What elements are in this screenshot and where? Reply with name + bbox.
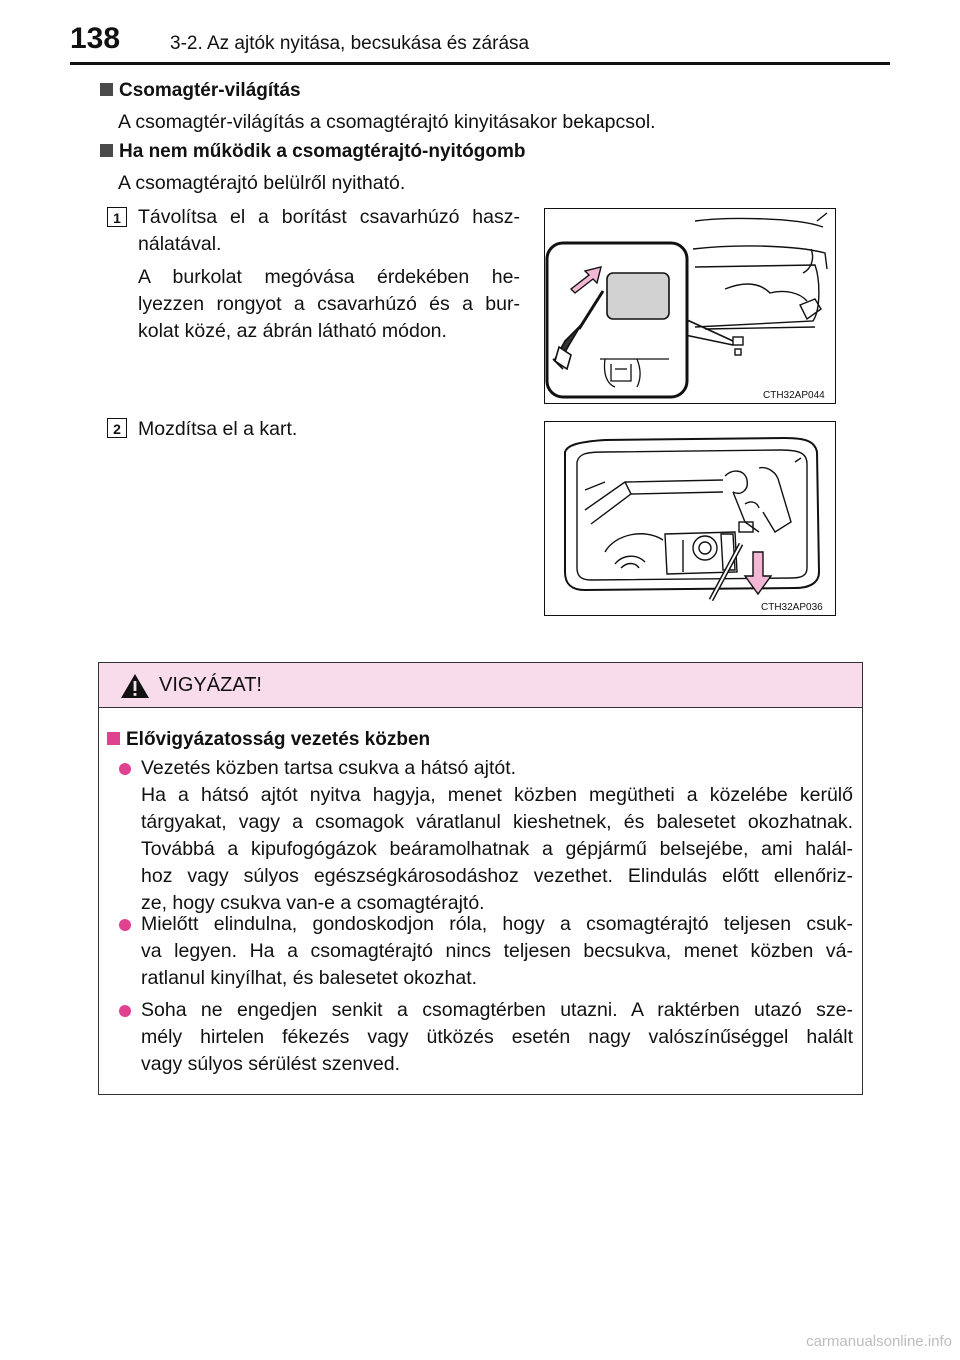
step-note: A burkolat megóvása érdekében he- lyezzen rongyot a csavarhúzó és a bur- kolat közé, az ábrán látható módon. [138, 266, 520, 342]
header-rule [70, 62, 890, 65]
lever-illustration [545, 422, 834, 614]
square-bullet-icon [107, 732, 120, 745]
square-bullet-icon [100, 144, 113, 157]
bullet-icon [119, 762, 131, 780]
page-number: 138 [70, 22, 121, 55]
step-text: Távolítsa el a borítást csavarhúzó hasz- nálatával. [138, 206, 520, 255]
figure-cover-removal [544, 208, 836, 404]
warning-item: Mielőtt elindulna, gondoskodjon róla, hogy a csomagtérajtó teljesen csuk- va legyen. Ha a csomagtérajtó nincs teljesen becsukva, menet közben vá- ratlanul kinyílhat, és balesetet okozhat. [141, 913, 853, 989]
step-number: 2 [107, 418, 127, 438]
warning-heading: Elővigyázatosság vezetés közben [107, 729, 430, 751]
warning-header [99, 663, 862, 708]
warning-triangle-icon [119, 672, 151, 700]
warning-title: VIGYÁZAT! [159, 674, 262, 696]
figure-id: CTH32AP044 [763, 390, 825, 401]
step-text: Mozdítsa el a kart. [138, 418, 298, 440]
figure-lever [544, 421, 836, 616]
bullet-icon [119, 1004, 131, 1022]
section-text: A csomagtér-világítás a csomagtérajtó kinyitásakor bekapcsol. [118, 111, 656, 133]
section-heading: Csomagtér-világítás [100, 80, 301, 102]
square-bullet-icon [100, 83, 113, 96]
watermark: carmanualsonline.info [806, 1333, 952, 1350]
bullet-icon [119, 918, 131, 936]
warning-box [98, 662, 863, 1095]
warning-item: Vezetés közben tartsa csukva a hátsó ajtót. Ha a hátsó ajtót nyitva hagyja, menet közben megütheti a közelébe kerülő tárgyakat, vagy a csomagok váratlanul kieshetnek, és balesetet okozhatnak. Továbbá a kipufogógázok beáramolhatnak a gépjármű belsejébe, ami halál- hoz vagy súlyos egészségkárosodáshoz vezethet. Elindulás előtt ellenőriz- ze, hogy csukva van-e a csomagtérajtó. [141, 757, 853, 914]
warning-item: Soha ne engedjen senkit a csomagtérben utazni. A raktérben utazó sze- mély hirtelen fékezés vagy ütközés esetén nagy valószínűséggel halált vagy súlyos sérülést szenved. [141, 999, 853, 1075]
figure-id: CTH32AP036 [761, 602, 823, 613]
section-text: A csomagtérajtó belülről nyitható. [118, 172, 406, 194]
step-number: 1 [107, 207, 127, 227]
cover-removal-illustration [545, 209, 834, 402]
section-heading: Ha nem működik a csomagtérajtó-nyitógomb [100, 141, 525, 163]
section-title: 3-2. Az ajtók nyitása, becsukása és zárása [170, 33, 530, 54]
